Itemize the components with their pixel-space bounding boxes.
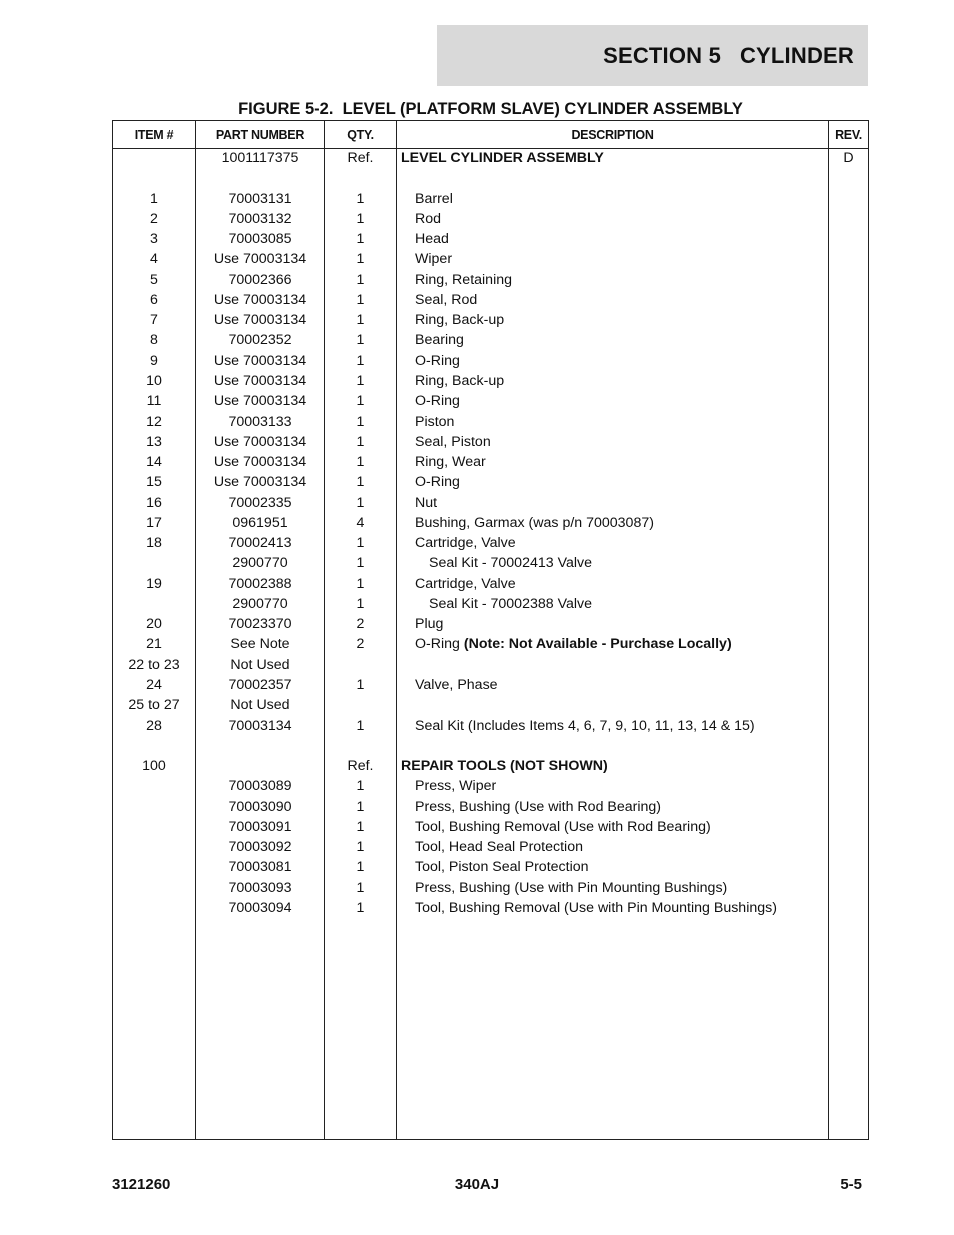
table-row — [113, 330, 868, 350]
description — [397, 574, 846, 594]
table-row — [113, 452, 868, 472]
description-text: Rod — [415, 210, 442, 227]
table-row — [113, 493, 868, 513]
quantity: 4 — [356, 514, 365, 531]
description — [397, 249, 846, 269]
item-number — [113, 817, 195, 837]
description — [397, 634, 846, 654]
part-number: Use 70003134 — [213, 372, 307, 389]
parts-table — [112, 120, 869, 1140]
description-text: O-Ring — [415, 636, 464, 653]
item-number: 19 — [146, 575, 162, 592]
quantity: 1 — [356, 879, 365, 896]
part-number: 70002413 — [228, 535, 292, 552]
quantity — [325, 655, 396, 675]
part-number: 70003092 — [228, 839, 292, 856]
quantity: Ref. — [347, 758, 374, 775]
quantity: 1 — [356, 555, 365, 572]
item-number — [113, 797, 195, 817]
item-number: 20 — [146, 616, 162, 633]
table-row — [113, 716, 868, 736]
table-row — [113, 412, 868, 432]
description — [397, 330, 846, 350]
description-text: Bushing, Garmax (was p/n 70003087) — [415, 514, 654, 531]
part-number: See Note — [230, 636, 290, 653]
description-text: Wiper — [415, 251, 453, 268]
item-number: 22 to 23 — [128, 656, 180, 673]
header-rev: REV. — [835, 127, 862, 142]
description-text: Tool, Head Seal Protection — [415, 839, 583, 856]
table-row — [113, 817, 868, 837]
item-number — [113, 837, 195, 857]
quantity: 1 — [356, 433, 365, 450]
table-row — [113, 351, 868, 371]
item-number: 18 — [146, 535, 162, 552]
description — [397, 614, 846, 634]
description-text: O-Ring — [415, 474, 460, 491]
part-number: Use 70003134 — [213, 454, 307, 471]
quantity: 1 — [356, 190, 365, 207]
table-row — [113, 857, 868, 877]
part-number: Use 70003134 — [213, 433, 307, 450]
quantity: 1 — [356, 677, 365, 694]
item-number — [113, 898, 195, 918]
quantity: 1 — [356, 818, 365, 835]
table-row — [113, 513, 868, 533]
part-number: 70002335 — [228, 494, 292, 511]
description-text: O-Ring — [415, 352, 460, 369]
table-row — [113, 695, 868, 715]
item-number: 1 — [150, 190, 158, 207]
description — [397, 533, 846, 553]
description — [397, 371, 846, 391]
item-number — [113, 148, 195, 168]
part-number: 70003134 — [228, 717, 292, 734]
quantity: 1 — [356, 291, 365, 308]
description — [397, 391, 846, 411]
description — [397, 189, 846, 209]
table-row — [113, 756, 868, 776]
quantity: 2 — [356, 616, 365, 633]
item-number: 12 — [146, 413, 162, 430]
quantity: 1 — [356, 352, 365, 369]
description-text: Tool, Bushing Removal (Use with Rod Bearing) — [415, 818, 711, 835]
description — [397, 878, 846, 898]
description-text: Tool, Bushing Removal (Use with Pin Mounting Bushings) — [415, 899, 777, 916]
quantity: Ref. — [347, 150, 374, 166]
part-number: 70003132 — [228, 210, 292, 227]
part-number: 0961951 — [232, 514, 288, 531]
part-number: Not Used — [230, 656, 290, 673]
quantity: 1 — [356, 859, 365, 876]
header-part-number: PART NUMBER — [215, 127, 305, 142]
table-row — [113, 290, 868, 310]
item-number: 100 — [142, 758, 166, 775]
part-number: 70002357 — [228, 677, 292, 694]
description — [397, 513, 846, 533]
table-row — [113, 675, 868, 695]
item-number: 3 — [150, 231, 158, 248]
quantity: 1 — [356, 474, 365, 491]
description-text: Seal, Piston — [415, 433, 491, 450]
description-text: Nut — [415, 494, 438, 511]
description — [397, 817, 846, 837]
item-number: 25 to 27 — [128, 697, 180, 714]
description — [397, 229, 846, 249]
table-row — [113, 553, 868, 573]
description — [397, 756, 832, 776]
description-text: Cartridge, Valve — [415, 535, 516, 552]
description — [397, 797, 846, 817]
quantity: 1 — [356, 393, 365, 410]
part-number — [196, 756, 324, 776]
section-banner — [437, 25, 868, 86]
quantity: 1 — [356, 332, 365, 349]
description — [397, 716, 846, 736]
part-number: 70003081 — [228, 859, 292, 876]
footer-page-number: 5-5 — [840, 1176, 862, 1193]
table-row — [113, 148, 868, 168]
table-row — [113, 189, 868, 209]
part-number: Use 70003134 — [213, 474, 307, 491]
description-text: O-Ring — [415, 393, 460, 410]
description-text: REPAIR TOOLS (NOT SHOWN) — [401, 758, 608, 775]
table-row — [113, 614, 868, 634]
section-title: SECTION 5 CYLINDER — [603, 42, 854, 68]
item-number — [113, 594, 195, 614]
item-number: 10 — [146, 372, 162, 389]
description-text: Cartridge, Valve — [415, 575, 516, 592]
description-text: Plug — [415, 616, 444, 633]
item-number: 17 — [146, 514, 162, 531]
item-number: 2 — [150, 210, 158, 227]
description-text: Ring, Retaining — [415, 271, 513, 288]
table-row — [113, 229, 868, 249]
quantity: 1 — [356, 494, 365, 511]
part-number: 70003133 — [228, 413, 292, 430]
description — [397, 695, 846, 715]
quantity: 1 — [356, 899, 365, 916]
part-number: 70003091 — [228, 818, 292, 835]
part-number: Use 70003134 — [213, 251, 307, 268]
item-number: 6 — [150, 291, 158, 308]
item-number — [113, 878, 195, 898]
description-note: (Note: Not Available - Purchase Locally) — [463, 636, 732, 653]
description — [397, 148, 832, 168]
part-number: Use 70003134 — [213, 393, 307, 410]
part-number: 70003090 — [228, 798, 292, 815]
description — [397, 412, 846, 432]
quantity: 1 — [356, 575, 365, 592]
description — [397, 310, 846, 330]
quantity: 1 — [356, 312, 365, 329]
part-number: 70002366 — [228, 271, 292, 288]
description — [397, 432, 846, 452]
description-text: Head — [415, 231, 449, 248]
table-row — [113, 837, 868, 857]
description — [397, 675, 846, 695]
part-number: 70003089 — [228, 778, 292, 795]
part-number: 70002388 — [228, 575, 292, 592]
revision: D — [843, 150, 854, 166]
item-number: 5 — [150, 271, 158, 288]
table-row — [113, 878, 868, 898]
description-text: Tool, Piston Seal Protection — [415, 859, 589, 876]
part-number: Use 70003134 — [213, 352, 307, 369]
item-number — [113, 857, 195, 877]
quantity — [325, 695, 396, 715]
description — [397, 209, 846, 229]
quantity: 1 — [356, 717, 365, 734]
description — [397, 594, 860, 614]
description-text: Ring, Wear — [415, 454, 486, 471]
description-text: Seal, Rod — [415, 291, 478, 308]
item-number: 21 — [146, 636, 162, 653]
table-row — [113, 391, 868, 411]
quantity: 1 — [356, 210, 365, 227]
table-row — [113, 533, 868, 553]
item-number: 15 — [146, 474, 162, 491]
description — [397, 655, 846, 675]
item-number: 4 — [150, 251, 158, 268]
quantity: 1 — [356, 454, 365, 471]
description — [397, 776, 846, 796]
item-number: 16 — [146, 494, 162, 511]
description — [397, 452, 846, 472]
description-text: Piston — [415, 413, 455, 430]
description — [397, 351, 846, 371]
quantity: 1 — [356, 798, 365, 815]
description-text: Seal Kit (Includes Items 4, 6, 7, 9, 10, 11, 13, 14 & 15) — [415, 717, 755, 734]
quantity: 1 — [356, 778, 365, 795]
description — [397, 553, 860, 573]
table-row — [113, 432, 868, 452]
header-qty: QTY. — [347, 127, 374, 142]
item-number: 7 — [150, 312, 158, 329]
description — [397, 837, 846, 857]
item-number: 24 — [146, 677, 162, 694]
item-number: 9 — [150, 352, 158, 369]
description-text: Press, Bushing (Use with Pin Mounting Bushings) — [415, 879, 728, 896]
table-row — [113, 371, 868, 391]
part-number: 70003093 — [228, 879, 292, 896]
quantity: 1 — [356, 251, 365, 268]
part-number: 70002352 — [228, 332, 292, 349]
footer-model: 340AJ — [454, 1176, 500, 1193]
description — [397, 290, 846, 310]
description-text: Barrel — [415, 190, 453, 207]
quantity: 2 — [356, 636, 365, 653]
figure-title: FIGURE 5-2. LEVEL (PLATFORM SLAVE) CYLINDER ASSEMBLY — [238, 100, 743, 118]
table-row — [113, 797, 868, 817]
part-number: 70003131 — [228, 190, 292, 207]
item-number: 11 — [146, 393, 162, 410]
description — [397, 857, 846, 877]
part-number: Use 70003134 — [213, 291, 307, 308]
description — [397, 898, 846, 918]
table-row — [113, 634, 868, 654]
item-number: 28 — [146, 717, 162, 734]
quantity: 1 — [356, 535, 365, 552]
description-text: LEVEL CYLINDER ASSEMBLY — [401, 150, 604, 166]
item-number: 13 — [146, 433, 162, 450]
part-number: 70003094 — [228, 899, 292, 916]
description-text: Seal Kit - 70002388 Valve — [429, 595, 593, 612]
table-row — [113, 655, 868, 675]
item-number: 14 — [146, 454, 162, 471]
table-row — [113, 209, 868, 229]
description-text: Ring, Back-up — [415, 372, 505, 389]
part-number: Not Used — [230, 697, 290, 714]
description — [397, 472, 846, 492]
quantity: 1 — [356, 231, 365, 248]
description-text: Ring, Back-up — [415, 312, 505, 329]
description-text: Press, Bushing (Use with Rod Bearing) — [415, 798, 662, 815]
part-number: 2900770 — [232, 555, 288, 572]
table-row — [113, 574, 868, 594]
description-text: Press, Wiper — [415, 778, 497, 795]
quantity: 1 — [356, 595, 365, 612]
item-number — [113, 776, 195, 796]
table-row — [113, 472, 868, 492]
quantity: 1 — [356, 839, 365, 856]
part-number: 70023370 — [228, 616, 292, 633]
part-number: Use 70003134 — [213, 312, 307, 329]
item-number — [113, 553, 195, 573]
item-number: 8 — [150, 332, 158, 349]
header-item: ITEM # — [134, 127, 174, 142]
header-description: DESCRIPTION — [571, 127, 654, 142]
description-text: Seal Kit - 70002413 Valve — [429, 555, 593, 572]
table-row — [113, 270, 868, 290]
part-number: 2900770 — [232, 595, 288, 612]
description-text: Valve, Phase — [415, 677, 498, 694]
part-number: 1001117375 — [221, 150, 299, 166]
description-text: Bearing — [415, 332, 464, 349]
part-number: 70003085 — [228, 231, 292, 248]
table-row — [113, 249, 868, 269]
quantity: 1 — [356, 372, 365, 389]
description — [397, 270, 846, 290]
table-row — [113, 898, 868, 918]
quantity: 1 — [356, 271, 365, 288]
table-row — [113, 594, 868, 614]
table-row — [113, 776, 868, 796]
footer-doc-number: 3121260 — [112, 1176, 171, 1193]
quantity: 1 — [356, 413, 365, 430]
table-row — [113, 310, 868, 330]
description — [397, 493, 846, 513]
